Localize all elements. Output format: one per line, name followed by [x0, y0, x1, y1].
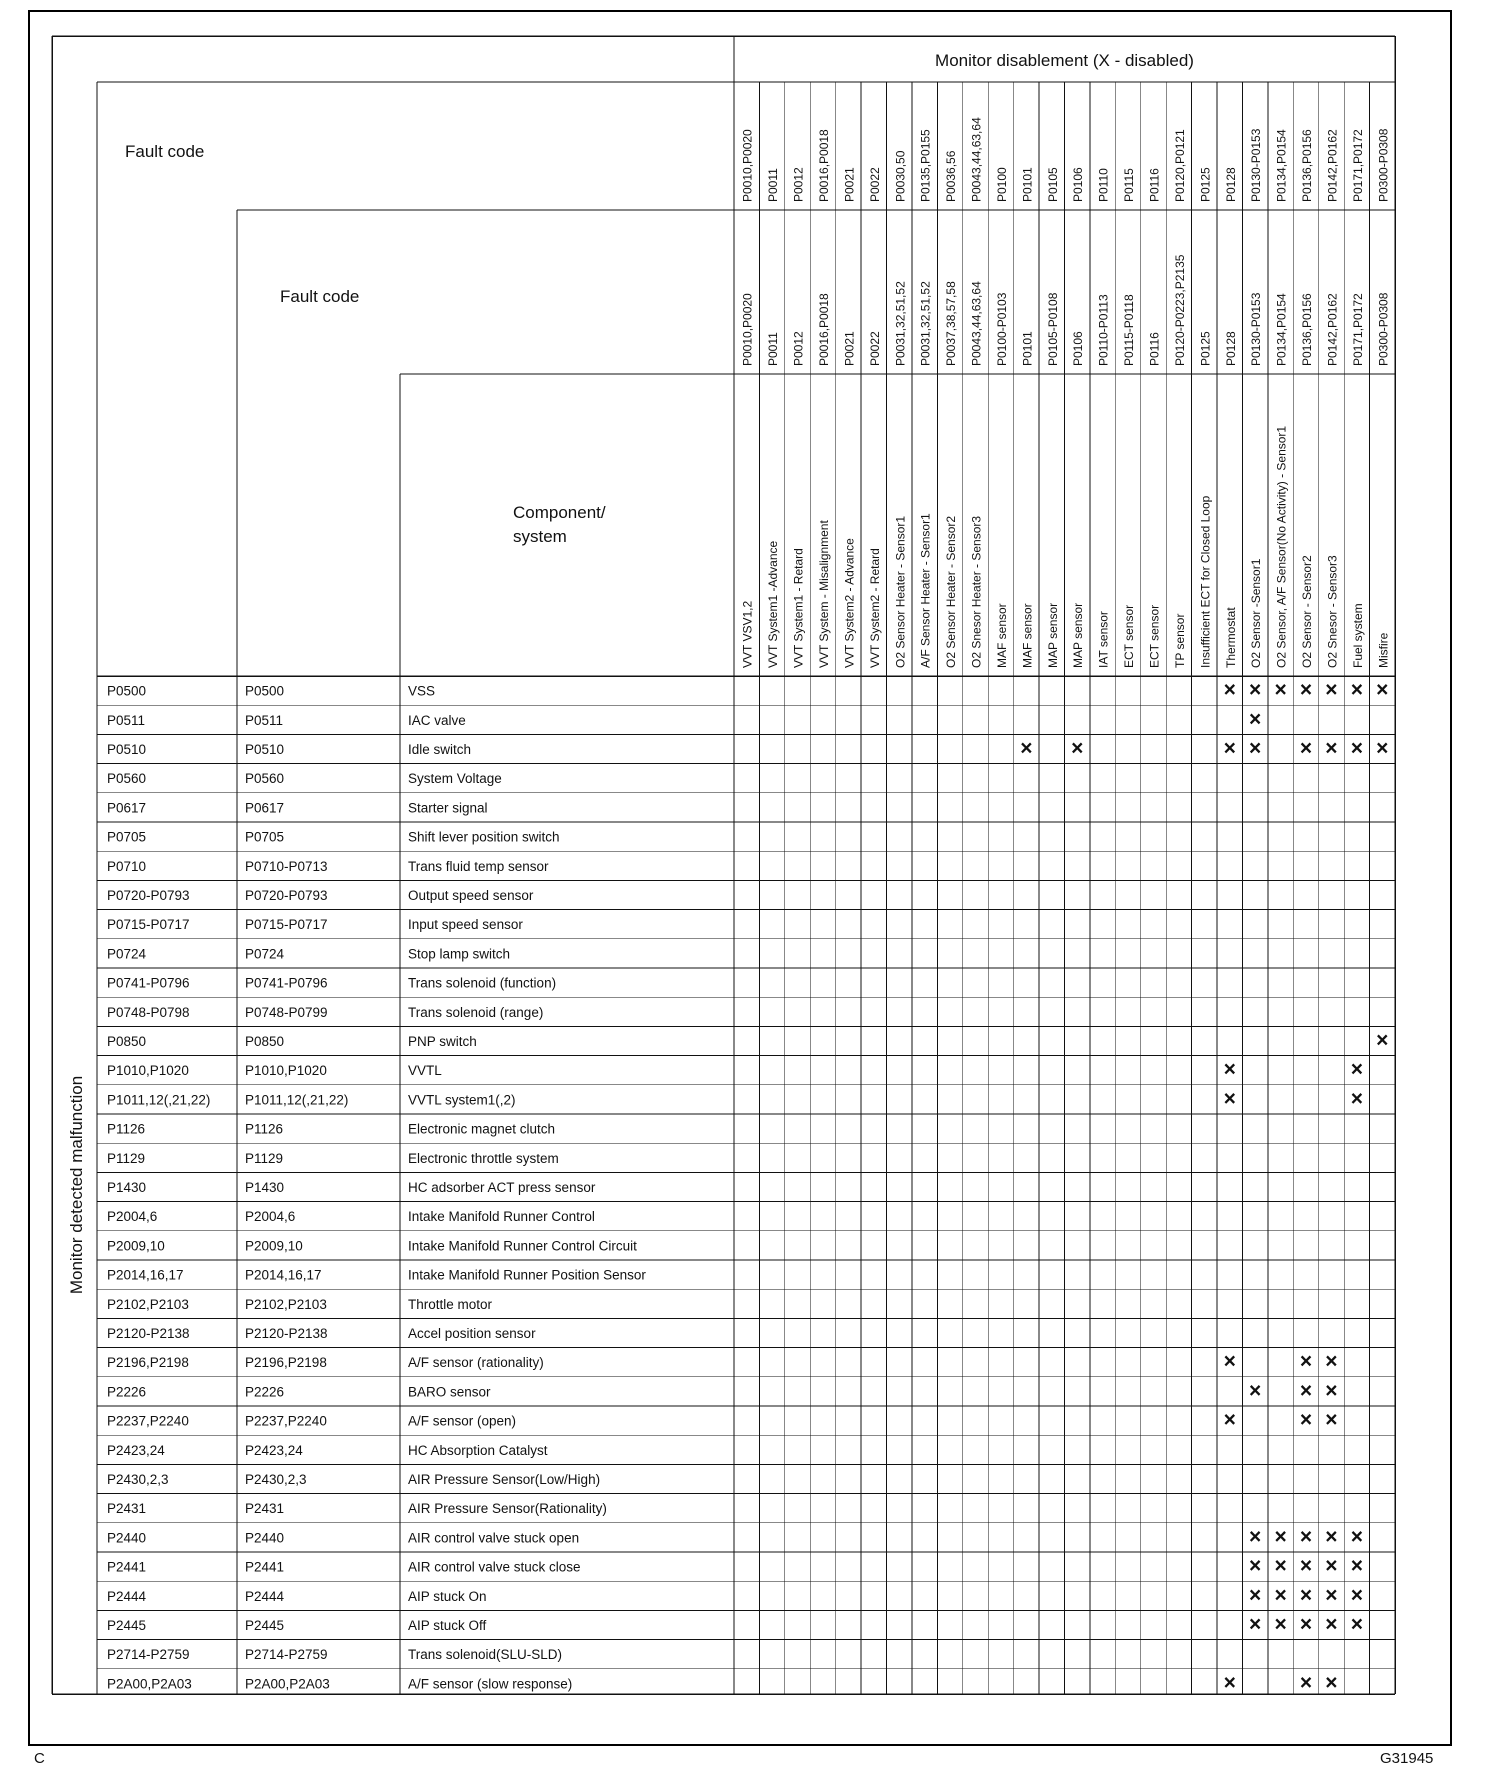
monitor-code2-label: P0011: [766, 332, 781, 366]
row-component: Input speed sensor: [408, 917, 523, 933]
monitor-name-label: TP sensor: [1172, 613, 1187, 668]
disabled-mark: ×: [1223, 1350, 1236, 1374]
row-fault-code-2: P2A00,P2A03: [245, 1676, 330, 1692]
disabled-mark: ×: [1376, 737, 1389, 760]
disabled-mark: ×: [1249, 1554, 1262, 1578]
row-fault-code-2: P2431: [245, 1501, 285, 1517]
row-fault-code-2: P0715-P0717: [245, 917, 328, 933]
row-fault-code: P2226: [107, 1384, 147, 1400]
disabled-mark: ×: [1350, 1613, 1363, 1636]
disabled-mark: ×: [1274, 1554, 1287, 1578]
disabled-mark: ×: [1299, 1379, 1313, 1403]
disabled-mark: ×: [1299, 1613, 1313, 1636]
disabled-mark: ×: [1223, 1087, 1236, 1111]
disabled-mark: ×: [1350, 678, 1363, 702]
row-fault-code: P2237,P2240: [107, 1413, 189, 1429]
monitor-name-label: O2 Snesor Heater - Sensor3: [969, 515, 984, 668]
monitor-name-label: MAF sensor: [1020, 603, 1035, 668]
monitor-code-label: P0021: [842, 167, 857, 202]
monitor-code-label: P0016,P0018: [816, 129, 831, 202]
row-component: HC Absorption Catalyst: [408, 1442, 548, 1458]
row-fault-code-2: P2004,6: [245, 1209, 296, 1225]
row-component: A/F sensor (rationality): [408, 1355, 544, 1371]
row-fault-code: P2431: [107, 1501, 147, 1517]
row-fault-code-2: P1126: [245, 1121, 284, 1137]
monitor-code2-label: P0021: [842, 331, 857, 366]
monitor-code-label: P0106: [1071, 167, 1086, 202]
monitor-name-label: Insufficient ECT for Closed Loop: [1198, 495, 1213, 668]
row-component: Idle switch: [408, 742, 472, 757]
figure-id-label: G31945: [1380, 1750, 1434, 1767]
row-fault-code: P1010,P1020: [107, 1063, 189, 1079]
row-component: AIP stuck On: [408, 1588, 487, 1604]
disabled-mark: ×: [1325, 1408, 1338, 1432]
row-component: Stop lamp switch: [408, 946, 511, 962]
component-header-line2: system: [513, 527, 567, 546]
row-fault-code-2: P0500: [245, 683, 285, 699]
monitor-code2-label: P0116: [1147, 332, 1162, 366]
monitor-code-label: P0011: [766, 168, 781, 202]
monitor-name-label: VVT System1 -Advance: [766, 540, 781, 668]
row-fault-code-2: P0741-P0796: [245, 975, 328, 991]
row-fault-code-2: P2430,2,3: [245, 1472, 307, 1487]
row-fault-code: P0560: [107, 771, 147, 787]
row-component: AIR control valve stuck close: [408, 1559, 581, 1575]
monitor-code2-label: P0105-P0108: [1045, 292, 1060, 366]
monitor-code2-label: P0101: [1020, 331, 1035, 366]
disabled-mark: ×: [1299, 1554, 1313, 1578]
disabled-mark: ×: [1249, 1525, 1262, 1549]
disabled-mark: ×: [1071, 737, 1084, 760]
monitor-code-label: P0043,44,63,64: [969, 117, 984, 202]
row-fault-code: P2441: [107, 1559, 147, 1575]
disabled-mark: ×: [1223, 1408, 1236, 1432]
row-component: AIR Pressure Sensor(Low/High): [408, 1472, 601, 1487]
disabled-mark: ×: [1274, 1613, 1287, 1636]
row-fault-code-2: P2120-P2138: [245, 1326, 328, 1341]
row-component: Trans fluid temp sensor: [408, 858, 549, 874]
row-fault-code-2: P0510: [245, 742, 285, 757]
monitor-title: Monitor disablement (X - disabled): [935, 51, 1194, 70]
monitor-code-label: P0142,P0162: [1325, 129, 1340, 202]
disabled-mark: ×: [1020, 737, 1033, 760]
row-fault-code: P1129: [107, 1150, 146, 1166]
row-fault-code-2: P2009,10: [245, 1238, 303, 1254]
monitor-name-label: Misfire: [1376, 632, 1391, 668]
row-fault-code-2: P0511: [245, 712, 284, 728]
corner-label-left: C: [34, 1750, 45, 1767]
fault-code-header-1: Fault code: [125, 142, 205, 161]
row-component: Accel position sensor: [408, 1326, 536, 1341]
monitor-code-label: P0105: [1045, 167, 1060, 202]
monitor-code-label: P0101: [1020, 167, 1035, 202]
row-fault-code-2: P0710-P0713: [245, 858, 328, 874]
monitor-code-label: P0120,P0121: [1172, 129, 1187, 202]
row-fault-code-2: P2196,P2198: [245, 1355, 327, 1371]
disabled-mark: ×: [1274, 1525, 1287, 1549]
monitor-code-label: P0022: [867, 167, 882, 202]
row-fault-code: P2444: [107, 1588, 147, 1604]
monitor-code2-label: P0110-P0113: [1096, 294, 1111, 366]
monitor-name-label: Thermostat: [1223, 607, 1238, 668]
disabled-mark: ×: [1299, 737, 1313, 760]
disabled-mark: ×: [1299, 1525, 1313, 1549]
fault-code-header-2: Fault code: [280, 287, 360, 306]
monitor-code-label: P0012: [791, 167, 806, 202]
monitor-code-label: P0135,P0155: [918, 129, 933, 202]
row-fault-code: P0500: [107, 683, 147, 699]
monitor-name-label: O2 Sensor Heater - Sensor1: [893, 515, 908, 668]
disabled-mark: ×: [1325, 1525, 1338, 1549]
row-fault-code: P2423,24: [107, 1442, 165, 1458]
row-component: AIR Pressure Sensor(Rationality): [408, 1501, 607, 1517]
monitor-name-label: MAF sensor: [994, 603, 1009, 668]
row-fault-code-2: P2423,24: [245, 1442, 303, 1458]
row-component: Trans solenoid(SLU-SLD): [408, 1647, 563, 1663]
monitor-name-label: Fuel system: [1350, 603, 1365, 668]
disabled-mark: ×: [1274, 1583, 1287, 1607]
row-fault-code: P2009,10: [107, 1238, 165, 1254]
row-fault-code-2: P0560: [245, 771, 285, 787]
disabled-mark: ×: [1350, 1525, 1363, 1549]
monitor-code-label: P0171,P0172: [1350, 129, 1365, 202]
row-component: Trans solenoid (range): [408, 1004, 544, 1020]
monitor-code2-label: P0130-P0153: [1249, 292, 1264, 366]
row-fault-code: P2440: [107, 1530, 147, 1546]
monitor-name-label: VVT System - Misalignment: [816, 520, 831, 668]
row-component: Electronic throttle system: [408, 1150, 559, 1166]
row-fault-code: P2196,P2198: [107, 1355, 189, 1371]
monitor-name-label: MAP sensor: [1071, 602, 1086, 668]
monitor-code2-label: P0031,32,51,52: [918, 281, 933, 366]
row-fault-code: P2A00,P2A03: [107, 1676, 192, 1692]
row-fault-code: P1430: [107, 1180, 147, 1195]
monitor-name-label: VVT VSV1,2: [740, 600, 755, 668]
row-fault-code: P2445: [107, 1618, 147, 1633]
monitor-code-label: P0300-P0308: [1376, 128, 1391, 202]
row-component: Throttle motor: [408, 1296, 493, 1312]
disabled-mark: ×: [1325, 1379, 1338, 1403]
disabled-mark: ×: [1350, 1554, 1363, 1578]
disabled-mark: ×: [1223, 737, 1236, 760]
monitor-code2-label: P0037,38,57,58: [944, 281, 959, 366]
disabled-mark: ×: [1299, 1350, 1313, 1374]
row-fault-code: P0720-P0793: [107, 888, 190, 903]
monitor-code2-label: P0010,P0020: [740, 293, 755, 366]
row-fault-code: P0710: [107, 858, 147, 874]
disabled-mark: ×: [1325, 737, 1338, 760]
disabled-mark: ×: [1299, 1408, 1313, 1432]
row-component: Trans solenoid (function): [408, 975, 557, 991]
disabled-mark: ×: [1325, 678, 1338, 702]
monitor-code2-label: P0120-P0223,P2135: [1172, 254, 1187, 366]
monitor-code2-label: P0136,P0156: [1300, 293, 1315, 366]
row-component: Starter signal: [408, 800, 488, 816]
monitor-code2-label: P0171,P0172: [1350, 293, 1365, 366]
monitor-code2-label: P0134,P0154: [1274, 293, 1289, 366]
monitor-name-label: MAP sensor: [1045, 602, 1060, 668]
monitor-code2-label: P0016,P0018: [816, 293, 831, 366]
monitor-code-label: P0125: [1198, 167, 1213, 202]
row-fault-code: P0510: [107, 742, 147, 757]
row-component: AIR control valve stuck open: [408, 1530, 580, 1546]
row-fault-code-2: P2714-P2759: [245, 1647, 328, 1663]
disabled-mark: ×: [1350, 1583, 1363, 1607]
row-fault-code-2: P2226: [245, 1384, 285, 1400]
disabled-mark: ×: [1274, 678, 1287, 702]
row-fault-code-2: P0705: [245, 829, 285, 845]
monitor-code-label: P0116: [1147, 168, 1162, 202]
row-fault-code-2: P0617: [245, 800, 285, 816]
disabled-mark: ×: [1249, 1583, 1262, 1607]
disabled-mark: ×: [1325, 1350, 1338, 1374]
disabled-mark: ×: [1376, 678, 1389, 702]
monitor-name-label: O2 Sensor, A/F Sensor(No Activity) - Sensor1: [1274, 425, 1289, 668]
row-component: Output speed sensor: [408, 888, 534, 903]
row-component: VVTL: [408, 1063, 442, 1079]
disabled-mark: ×: [1299, 1671, 1313, 1695]
row-fault-code-2: P0850: [245, 1034, 285, 1049]
row-fault-code-2: P2445: [245, 1618, 285, 1633]
monitor-name-label: VVT System1 - Retard: [791, 548, 806, 668]
monitor-code-label: P0136,P0156: [1300, 129, 1315, 202]
row-fault-code-2: P2440: [245, 1530, 285, 1546]
disabled-mark: ×: [1223, 1671, 1236, 1695]
row-component: VSS: [408, 683, 436, 699]
row-fault-code: P1126: [107, 1121, 146, 1137]
row-component: AIP stuck Off: [408, 1618, 487, 1633]
monitor-code2-label: P0043,44,63,64: [969, 281, 984, 366]
row-fault-code: P0511: [107, 712, 146, 728]
monitor-code2-label: P0022: [867, 331, 882, 366]
disabled-mark: ×: [1299, 1583, 1313, 1607]
row-fault-code-2: P1010,P1020: [245, 1063, 327, 1079]
monitor-code-label: P0130-P0153: [1249, 128, 1264, 202]
row-component: HC adsorber ACT press sensor: [408, 1180, 596, 1195]
monitor-code2-label: P0012: [791, 331, 806, 366]
monitor-code2-label: P0100-P0103: [994, 292, 1009, 366]
disabled-mark: ×: [1249, 1379, 1262, 1403]
monitor-name-label: ECT sensor: [1122, 604, 1137, 668]
monitor-code-label: P0010,P0020: [740, 129, 755, 202]
row-component: Intake Manifold Runner Control: [408, 1209, 595, 1225]
row-fault-code-2: P1430: [245, 1180, 285, 1195]
row-fault-code: P2430,2,3: [107, 1472, 169, 1487]
row-component: IAC valve: [408, 712, 466, 728]
disabled-mark: ×: [1325, 1554, 1338, 1578]
disabled-mark: ×: [1223, 1058, 1236, 1082]
monitor-code-label: P0036,56: [944, 150, 959, 202]
monitor-code-label: P0128: [1223, 167, 1238, 202]
row-component: System Voltage: [408, 771, 502, 787]
row-component: Intake Manifold Runner Position Sensor: [408, 1267, 646, 1283]
row-fault-code-2: P1011,12(,21,22): [245, 1092, 349, 1108]
disabled-mark: ×: [1249, 678, 1262, 702]
monitor-name-label: VVT System2 - Advance: [842, 538, 857, 668]
disabled-mark: ×: [1350, 1087, 1363, 1111]
monitor-name-label: O2 Sensor Heater - Sensor2: [944, 515, 959, 668]
disabled-mark: ×: [1299, 678, 1313, 702]
row-fault-code-2: P2444: [245, 1588, 285, 1604]
monitor-code2-label: P0128: [1223, 331, 1238, 366]
monitor-code2-label: P0115-P0118: [1122, 294, 1137, 366]
monitor-code-label: P0030,50: [893, 150, 908, 202]
monitor-code-label: P0134,P0154: [1274, 129, 1289, 202]
monitor-code2-label: P0106: [1071, 331, 1086, 366]
monitor-code2-label: P0142,P0162: [1325, 293, 1340, 366]
row-fault-code-2: P2441: [245, 1559, 285, 1575]
disabled-mark: ×: [1249, 1613, 1262, 1636]
monitor-code2-label: P0031,32,51,52: [893, 281, 908, 366]
monitor-name-label: A/F Sensor Heater - Sensor1: [918, 513, 933, 668]
row-component: VVTL system1(,2): [408, 1092, 516, 1108]
row-fault-code: P0724: [107, 946, 147, 962]
disabled-mark: ×: [1376, 1029, 1389, 1052]
row-fault-code: P2014,16,17: [107, 1267, 184, 1283]
disabled-mark: ×: [1325, 1583, 1338, 1607]
row-fault-code: P2120-P2138: [107, 1326, 190, 1341]
row-component: BARO sensor: [408, 1384, 491, 1400]
monitor-code-label: P0100: [994, 167, 1009, 202]
row-fault-code-2: P1129: [245, 1150, 284, 1166]
monitor-name-label: IAT sensor: [1096, 611, 1111, 668]
row-fault-code: P2102,P2103: [107, 1296, 189, 1312]
component-header-line1: Component/: [513, 503, 606, 522]
monitor-name-label: O2 Snesor - Sensor3: [1325, 555, 1340, 668]
disabled-mark: ×: [1223, 678, 1236, 702]
monitor-code-label: P0115: [1122, 168, 1137, 202]
row-fault-code: P2004,6: [107, 1209, 158, 1225]
row-component: Intake Manifold Runner Control Circuit: [408, 1238, 637, 1254]
disabled-mark: ×: [1325, 1613, 1338, 1636]
row-fault-code: P0741-P0796: [107, 975, 190, 991]
row-fault-code: P0705: [107, 829, 147, 845]
monitor-code2-label: P0125: [1198, 331, 1213, 366]
row-fault-code: P0715-P0717: [107, 917, 190, 933]
row-fault-code: P0850: [107, 1034, 147, 1049]
monitor-name-label: O2 Sensor - Sensor2: [1300, 555, 1315, 668]
row-component: A/F sensor (slow response): [408, 1676, 573, 1692]
monitor-code-label: P0110: [1096, 168, 1111, 202]
row-fault-code-2: P2237,P2240: [245, 1413, 327, 1429]
row-fault-code-2: P2102,P2103: [245, 1296, 327, 1312]
row-fault-code-2: P0748-P0799: [245, 1004, 328, 1020]
disabled-mark: ×: [1350, 1058, 1363, 1082]
row-fault-code: P0617: [107, 800, 147, 816]
row-fault-code: P1011,12(,21,22): [107, 1092, 211, 1108]
disabled-mark: ×: [1325, 1671, 1338, 1695]
row-fault-code: P0748-P0798: [107, 1004, 190, 1020]
side-label: Monitor detected malfunction: [67, 1075, 86, 1295]
monitor-name-label: VVT System2 - Retard: [867, 548, 882, 668]
disabled-mark: ×: [1249, 707, 1262, 731]
disabled-mark: ×: [1350, 737, 1363, 760]
monitor-name-label: ECT sensor: [1147, 604, 1162, 668]
row-fault-code-2: P0720-P0793: [245, 888, 328, 903]
row-component: PNP switch: [408, 1034, 477, 1049]
row-fault-code: P2714-P2759: [107, 1647, 190, 1663]
monitor-code2-label: P0300-P0308: [1376, 292, 1391, 366]
row-fault-code-2: P0724: [245, 946, 285, 962]
row-component: Shift lever position switch: [408, 829, 560, 845]
monitor-name-label: O2 Sensor -Sensor1: [1249, 558, 1264, 668]
row-component: Electronic magnet clutch: [408, 1121, 556, 1137]
disabled-mark: ×: [1249, 737, 1262, 760]
row-component: A/F sensor (open): [408, 1413, 517, 1429]
row-fault-code-2: P2014,16,17: [245, 1267, 322, 1283]
